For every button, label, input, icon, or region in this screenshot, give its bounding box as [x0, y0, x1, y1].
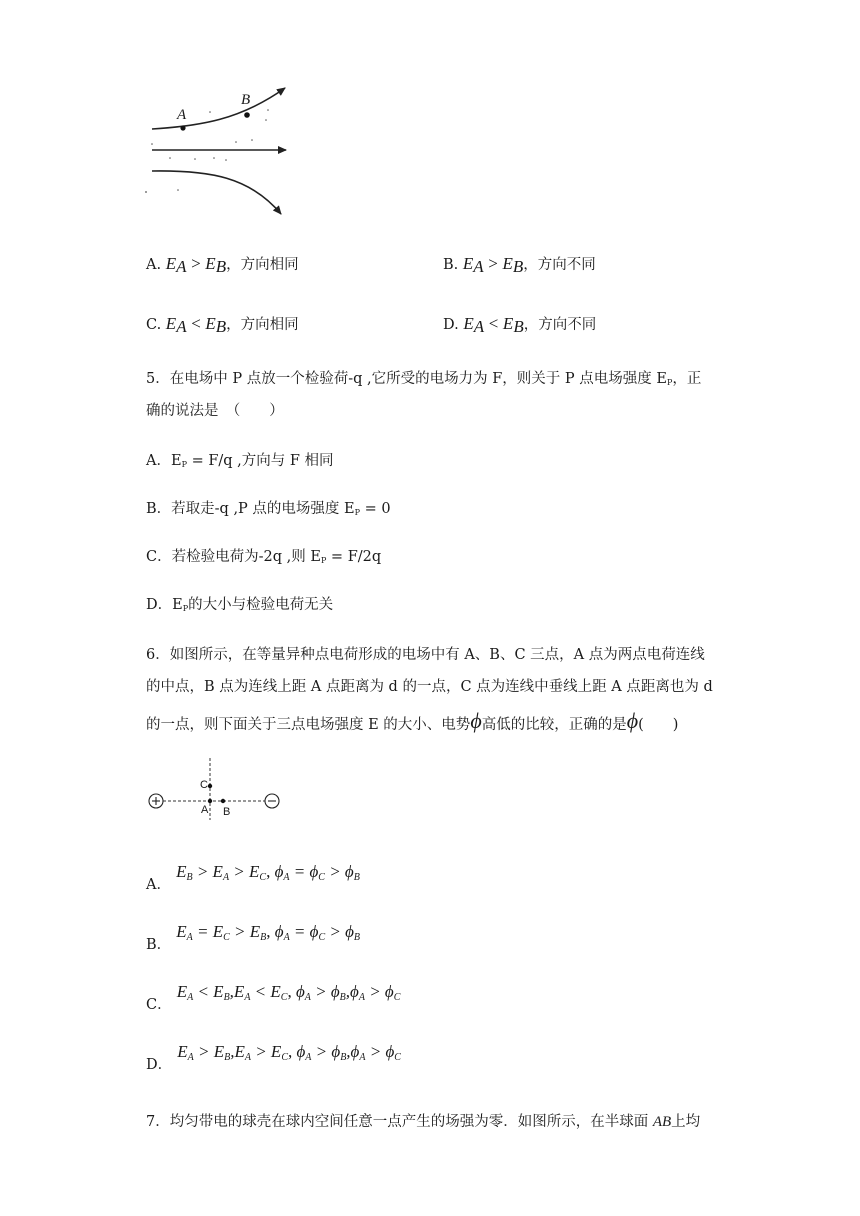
- q5-option-b: B．若取走-q ,P 点的电场强度 $E_P = 0$: [146, 501, 391, 517]
- point-a-dot: [208, 799, 212, 803]
- q6-option-d-phi: $\phi_A > \phi_B,\phi_A > \phi_C$: [296, 1042, 401, 1063]
- figure-label-a: A: [177, 107, 187, 123]
- upper-field-line: [152, 88, 285, 129]
- point-b-dot: [221, 799, 225, 803]
- dipole-label-b: B: [223, 806, 231, 818]
- point-a-dot: [180, 125, 185, 130]
- q6-option-b-e: $E_A = E_C > E_B$: [176, 922, 267, 943]
- figure-label-b: B: [241, 92, 251, 108]
- q4-option-a: A. $E_A > E_B$，方向相同: [146, 254, 299, 276]
- q6-option-d-e: $E_A > E_B,E_A > E_C$: [177, 1042, 288, 1063]
- q6-stem-line2: 的中点，B 点为连线上距 A 点距离为 d 的一点，C 点为连线中垂线上距 A 点距离也为 d: [146, 679, 713, 695]
- lower-field-line: [152, 171, 281, 214]
- q6-option-c-phi: $\phi_A > \phi_B,\phi_A > \phi_C$: [295, 982, 401, 1003]
- q6-option-a: A． $E_B > E_A > E_C$, $\phi_A = \phi_C > \phi_B$: [146, 862, 360, 893]
- q5-option-a: A．$E_P = F/q$ ,方向与 F 相同: [146, 453, 334, 469]
- dipole-figure: [140, 758, 290, 820]
- q4-option-b: B. $E_A > E_B$，方向不同: [443, 254, 596, 276]
- q5-option-d: D．$E_P$的大小与检验电荷无关: [146, 597, 334, 613]
- q4-option-d: D. $E_A < E_B$，方向不同: [443, 314, 597, 336]
- q4-option-c: C. $E_A < E_B$，方向相同: [146, 314, 299, 336]
- q6-stem-line1: 6．如图所示，在等量异种点电荷形成的电场中有 A、B、C 三点，A 点为两点电荷连线: [146, 647, 705, 663]
- point-b-dot: [244, 112, 250, 118]
- q5-stem-line1: 5．在电场中 P 点放一个检验荷-q ,它所受的电场力为 F，则关于 P 点电场强度 $E_P$，正: [146, 371, 702, 387]
- q7-stem-line1: 7．均匀带电的球壳在球内空间任意一点产生的场强为零．如图所示，在半球面 AB上均: [146, 1114, 701, 1130]
- q6-option-c-e: $E_A < E_B,E_A < E_C$: [176, 982, 288, 1003]
- q6-option-a-e: $E_B > E_A > E_C$: [176, 862, 267, 883]
- dipole-label-a: A: [201, 804, 209, 816]
- field-lines-figure: [140, 82, 300, 222]
- q6-option-b-phi: $\phi_A = \phi_C > \phi_B$: [274, 922, 361, 943]
- q5-option-c: C．若检验电荷为-2q ,则 $E_P = F/2q$: [146, 549, 382, 565]
- q6-option-c: C． $E_A < E_B,E_A < E_C$, $\phi_A > \phi_B,\phi_A > \phi_C$: [146, 982, 401, 1013]
- point-c-dot: [208, 784, 212, 788]
- q5-stem-line2: 确的说法是 （ ）: [146, 403, 284, 419]
- dipole-label-c: C: [200, 779, 208, 791]
- q6-option-a-phi: $\phi_A = \phi_C > \phi_B$: [274, 862, 360, 883]
- q6-stem-line3: 的一点，则下面关于三点电场强度 E 的大小、电势ϕ高低的比较，正确的是ϕ( ): [146, 708, 679, 733]
- q6-option-d: D． $E_A > E_B,E_A > E_C$, $\phi_A > \phi_B,\phi_A > \phi_C$: [146, 1042, 401, 1073]
- q6-option-b: B． $E_A = E_C > E_B$, $\phi_A = \phi_C > \phi_B$: [146, 922, 361, 953]
